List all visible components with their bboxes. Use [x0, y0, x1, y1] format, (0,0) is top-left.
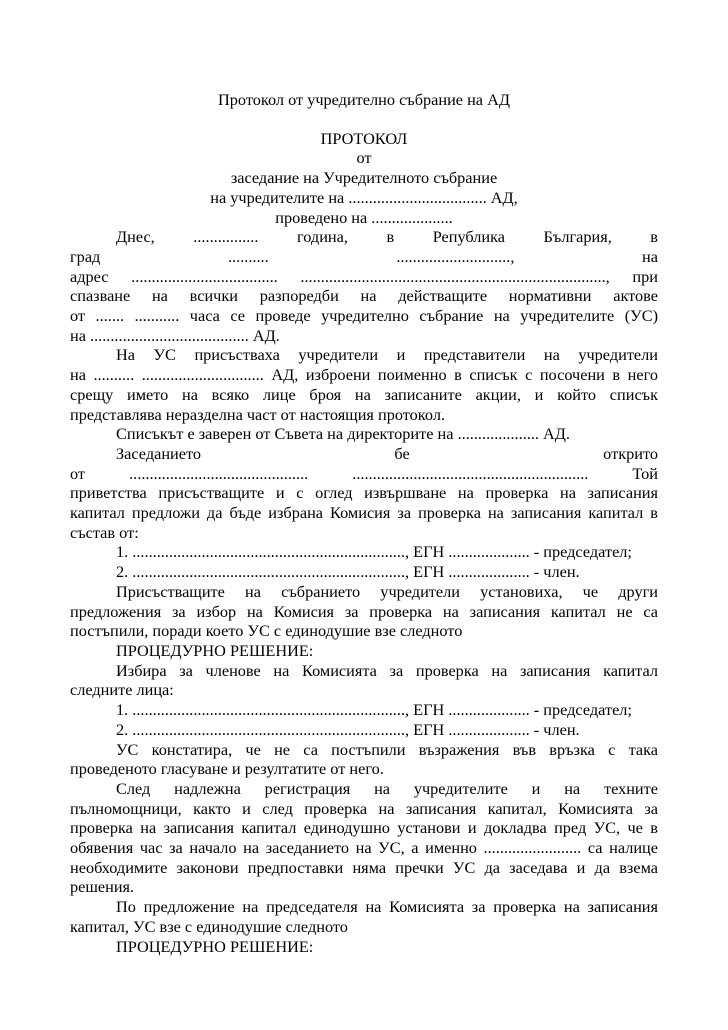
paragraph-line: На УС присъстваха учредители и представители на учредители [116, 345, 658, 365]
paragraph-line: обявения час за начало на заседанието на УС, а именно ........................ са налице [70, 838, 658, 858]
paragraph-line: Днес, ................ година, в Република България, в [116, 227, 658, 247]
procedural-decision-heading: ПРОЦЕДУРНО РЕШЕНИЕ: [116, 640, 314, 660]
list-item: 1. ..................................................................., ЕГН .................... - председател; [116, 542, 632, 562]
paragraph-elects-members [70, 661, 658, 700]
paragraph-no-objections [70, 740, 658, 779]
heading-line: от [356, 148, 372, 168]
paragraph-line: на .......... .............................. АД, изброени поименно в списък с посочени в него [70, 365, 658, 385]
paragraph-line: Заседанието бе открито [116, 443, 658, 463]
paragraph-line: решения. [70, 877, 135, 897]
list-item: 2. ..................................................................., ЕГН .................... - член. [116, 719, 580, 739]
heading-line: заседание на Учредителното събрание [230, 168, 498, 188]
paragraph-line: След надлежна регистрация на учредителите и на техните [116, 778, 658, 798]
paragraph-line: приветства присъстващите и с оглед извършване на проверка на записания [70, 483, 658, 503]
paragraph-line: проверка на записания капитал единодушно установи и докладва пред УС, че в [70, 818, 658, 838]
heading-line: проведено на .................... [275, 207, 453, 227]
paragraph-line: адрес .................................... ..........................................................................., при [70, 266, 658, 286]
paragraph-line: пълномощници, както и след проверка на записания капитал, Комисията за [70, 798, 658, 818]
commission-list-elected [70, 700, 658, 739]
paragraph-meeting-opened [70, 444, 658, 543]
paragraph-line: капитал, УС взе с единодушие следното [70, 916, 348, 936]
list-item: 2. ..................................................................., ЕГН .................... - член. [116, 562, 580, 582]
paragraph-opening [70, 227, 658, 345]
paragraph-line: състав от: [70, 522, 139, 542]
paragraph-line: предложения за избор на Комисия за проверка на записания капитал не са [70, 601, 658, 621]
paragraph-line: По предложение на председателя на Комисията за проверка на записания [116, 897, 658, 917]
paragraph-line: спазване на всички разпоредби на действащите нормативни актове [70, 286, 658, 306]
document-title: Протокол от учредително събрание на АД [218, 90, 510, 109]
paragraph-line: проведеното гласуване и резултатите от него. [70, 759, 384, 779]
paragraph-chairman-proposal [70, 897, 658, 936]
paragraph-line: срещу името на всяко лице броя на записаните акции, и който списък [70, 384, 658, 404]
paragraph-no-other-proposals [70, 582, 658, 641]
list-item: 1. ..................................................................., ЕГН .................... - председател; [116, 700, 632, 720]
paragraph-line: постъпили, поради което УС с единодушие взе следното [70, 621, 463, 641]
paragraph-line: на ....................................... АД. [70, 325, 280, 345]
paragraph-line: следните лица: [70, 680, 174, 700]
paragraph-line: УС констатира, че не са постъпили възражения във връзка с така [116, 739, 658, 759]
procedural-decision-heading: ПРОЦЕДУРНО РЕШЕНИЕ: [116, 936, 314, 956]
paragraph-list-certified: Списъкът е заверен от Съвета на директорите на .................... АД. [116, 424, 570, 444]
paragraph-line: представлява неразделна част от настоящия протокол. [70, 404, 446, 424]
paragraph-line: от ....... ........... часа се проведе учредително събрание на учредителите (УС) [70, 306, 658, 326]
paragraph-line: необходимите законови предпоставки няма пречки УС да заседава и да взема [70, 857, 658, 877]
paragraph-line: капитал предложи да бъде избрана Комисия за проверка на записания капитал в [70, 503, 658, 523]
heading-line: на учредителите на .................................. АД, [210, 187, 518, 207]
paragraph-attendees [70, 345, 658, 424]
paragraph-line: Избира за членове на Комисията за проверка на записания капитал [116, 660, 658, 680]
paragraph-line: от ............................................ .......................................................... Той [70, 463, 658, 483]
paragraph-line: град .......... ............................, на [70, 246, 658, 266]
paragraph-line: Присъстващите на събранието учредители установиха, че други [116, 581, 658, 601]
protocol-heading: ПРОТОКОЛ [320, 128, 408, 148]
commission-list-proposed [70, 542, 658, 581]
paragraph-quorum-report [70, 779, 658, 897]
document-page [70, 90, 658, 956]
